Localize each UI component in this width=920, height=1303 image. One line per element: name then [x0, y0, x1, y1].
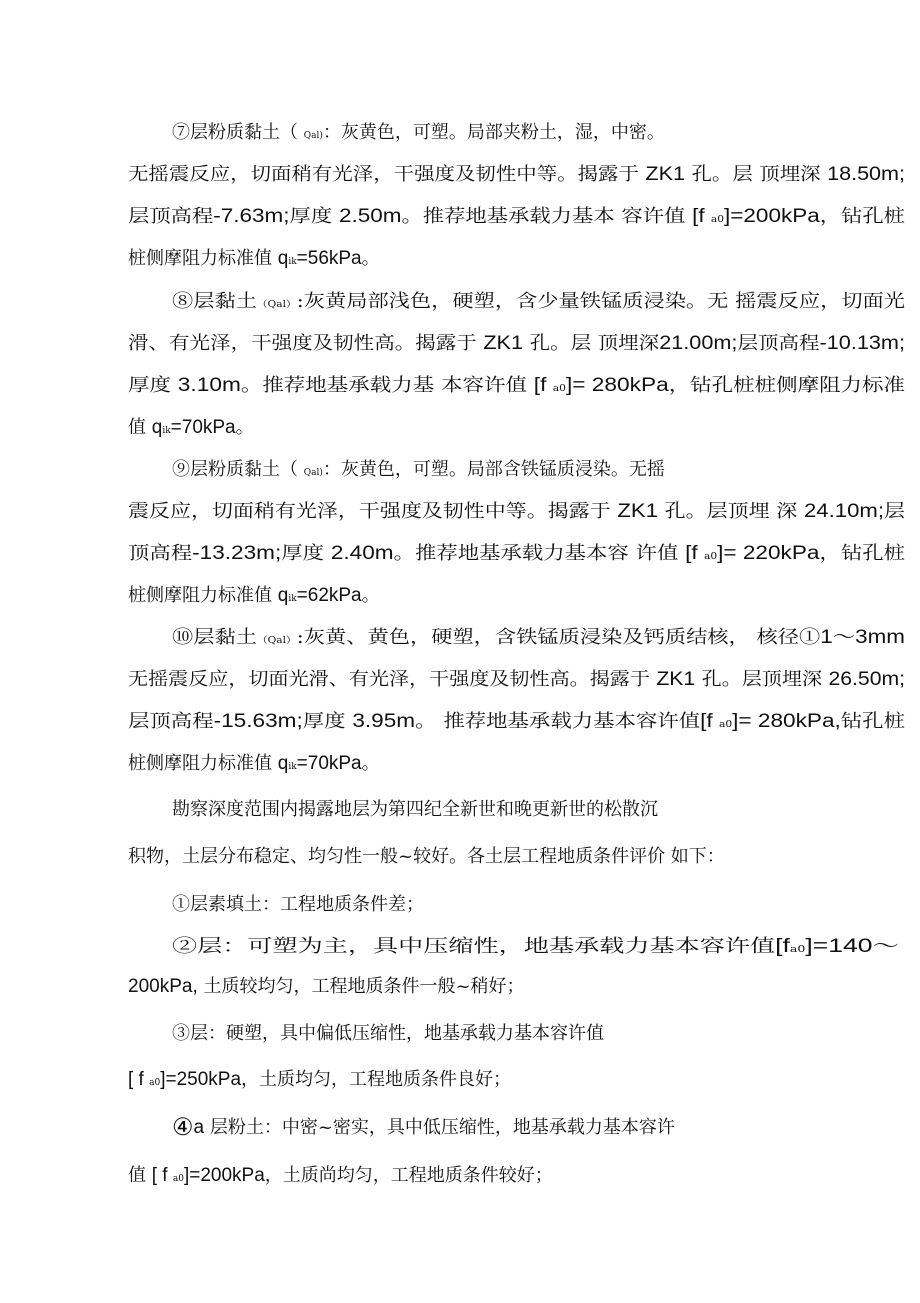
text-run: 层: [883, 501, 905, 522]
text-run: =70kPa: [296, 753, 362, 774]
text-line: [128, 710, 905, 737]
text-run: :灰黄、黄色，硬塑，含铁锰质浸染及钙质结核， 核径①: [296, 627, 821, 648]
text-run: 。: [235, 417, 254, 438]
text-run: 24.10m;: [803, 501, 884, 522]
text-run: =70kPa: [170, 417, 236, 438]
text-run: 滑、有光泽，干强度及韧性高。揭露于: [128, 333, 484, 354]
text-run: q: [277, 753, 289, 774]
text-run: ]=200kPa: [183, 1165, 265, 1186]
text-line: [128, 542, 905, 569]
text-run: （Qal）: [256, 636, 297, 646]
text-run: a0: [718, 720, 733, 730]
text-run: ，钻孔桩: [819, 206, 905, 227]
text-run: [f: [700, 711, 719, 732]
text-run: ③层：硬塑，具中偏低压缩性，地基承载力基本容许值: [172, 1023, 604, 1044]
text-run: ZK1: [645, 164, 685, 185]
text-run: 土质较均匀，工程地质条件一般~稍好；: [197, 976, 525, 997]
text-run: 21.00m;: [659, 333, 738, 354]
text-line: [172, 798, 658, 822]
text-run: [ f: [128, 1069, 150, 1090]
text-run: a0: [710, 215, 725, 225]
text-run: 桩侧摩阻力标准值: [128, 753, 278, 774]
text-run: ，土质均匀，工程地质条件良好；: [241, 1069, 512, 1090]
text-run: 。 推荐地基承载力基本容许值: [415, 711, 701, 732]
text-run: 积物，土层分布稳定、均匀性一般~较好。各土层工程地质条件评价 如下：: [128, 846, 725, 867]
text-run: 200kPa,: [128, 976, 198, 997]
text-run: -10.13m;: [819, 333, 905, 354]
text-run: ⑨层粉质黏土（: [172, 459, 304, 480]
text-line: [128, 416, 254, 443]
text-run: 2.40m: [330, 543, 394, 564]
text-run: ZK1: [656, 669, 696, 690]
text-run: 26.50m;: [828, 669, 906, 690]
text-run: ]=250kPa: [160, 1069, 242, 1090]
text-run: 1～3mm: [820, 627, 905, 648]
text-run: a0: [703, 552, 718, 562]
text-run: ]= 280kPa,: [732, 711, 841, 732]
text-run: ：灰黄色，可塑。局部含铁锰质浸染。无摇: [322, 459, 665, 480]
text-run: 厚度: [281, 543, 331, 564]
text-run: ik: [162, 426, 171, 436]
text-run: a0: [149, 1078, 161, 1088]
text-run: 无摇震反应，切面光滑、有光泽，干强度及韧性高。揭露于: [128, 669, 657, 690]
text-run: ⑩层黏土: [172, 627, 257, 648]
text-run: 层顶高程: [128, 711, 214, 732]
text-run: 无摇震反应，切面稍有光泽，干强度及韧性中等。揭露于: [128, 164, 646, 185]
text-run: ，土质尚均匀，工程地质条件较好；: [264, 1165, 553, 1186]
text-run: ]=140～: [805, 936, 899, 957]
text-run: ik: [288, 762, 297, 772]
text-run: 钻孔桩: [840, 711, 905, 732]
text-line: [128, 668, 906, 692]
text-line: [128, 332, 905, 356]
text-run: 孔。层顶埋深: [695, 669, 829, 690]
text-run: ik: [288, 594, 297, 604]
text-line: [172, 121, 665, 148]
text-run: 。推荐地基承载力基 本容许值: [240, 375, 534, 396]
text-run: （Qal）: [256, 300, 297, 310]
text-run: 孔。层 顶埋深: [684, 164, 828, 185]
text-run: :灰黄局部浅色，硬塑，含少量铁锰质浸染。无 摇震反应，切面光: [296, 291, 906, 312]
text-line: [128, 247, 380, 274]
text-run: 层顶高程: [737, 333, 820, 354]
text-line: [128, 500, 905, 524]
text-run: 。推荐地基承载力基本 容许值: [401, 206, 693, 227]
text-line: [128, 584, 380, 611]
text-run: =56kPa: [296, 248, 362, 269]
text-line: [172, 290, 906, 317]
text-run: ⑧层黏土: [172, 291, 257, 312]
text-line: [172, 626, 905, 653]
text-line: [128, 752, 380, 779]
text-run: q: [277, 585, 289, 606]
text-line: [172, 893, 424, 917]
text-run: 顶高程: [128, 543, 193, 564]
text-run: ZK1: [483, 333, 524, 354]
text-run: a0: [789, 945, 806, 955]
text-line: [128, 1068, 511, 1095]
text-run: ②层：可塑为主，具中压缩性，地基承载力基本容许值: [172, 936, 776, 957]
text-run: ZK1: [617, 501, 659, 522]
text-run: 厚度: [302, 711, 353, 732]
text-line: [172, 1115, 675, 1140]
text-run: -15.63m;: [213, 711, 303, 732]
text-run: 层顶高程: [128, 206, 214, 227]
text-run: ]= 220kPa: [717, 543, 820, 564]
text-run: 3.95m: [352, 711, 416, 732]
text-line: [128, 845, 725, 869]
text-run: 勘察深度范围内揭露地层为第四纪全新世和晚更新世的松散沉: [172, 799, 658, 820]
text-run: Qal): [303, 131, 323, 141]
text-run: 。: [361, 585, 380, 606]
text-line: [128, 1164, 553, 1191]
text-run: 厚度: [128, 375, 178, 396]
text-run: [f: [775, 936, 790, 957]
text-run: 值: [128, 1165, 152, 1186]
text-run: ④: [172, 1113, 194, 1141]
text-run: 。推荐地基承载力基本容 许值: [393, 543, 686, 564]
text-run: 孔。层顶埋 深: [658, 501, 804, 522]
text-run: q: [277, 248, 289, 269]
text-line: [172, 935, 899, 962]
text-run: =62kPa: [296, 585, 362, 606]
text-run: 3.10m: [177, 375, 241, 396]
text-line: [128, 205, 905, 232]
text-run: 2.50m: [338, 206, 402, 227]
text-run: 18.50m;: [827, 164, 906, 185]
text-run: -13.23m;: [192, 543, 282, 564]
text-run: -7.63m;: [213, 206, 290, 227]
text-run: ]= 280kPa: [565, 375, 669, 396]
text-run: [f: [692, 206, 711, 227]
text-run: ，钻孔桩桩侧摩阻力标准: [668, 375, 906, 396]
text-run: ⑦层粉质黏土（: [172, 122, 304, 143]
text-run: q: [151, 417, 163, 438]
text-line: [172, 1022, 604, 1046]
text-run: ①层素填土：工程地质条件差；: [172, 894, 424, 915]
text-run: Qal): [303, 468, 323, 478]
text-run: a: [193, 1117, 205, 1138]
text-run: 值: [128, 417, 152, 438]
text-run: 震反应，切面稍有光泽，干强度及韧性中等。揭露于: [128, 501, 618, 522]
text-line: [128, 163, 906, 187]
text-line: [128, 975, 525, 999]
text-run: 。: [361, 753, 380, 774]
text-run: 。: [361, 248, 380, 269]
text-run: [f: [685, 543, 704, 564]
text-run: 桩侧摩阻力标准值: [128, 585, 278, 606]
text-run: a0: [172, 1174, 184, 1184]
text-run: ：灰黄色，可塑。局部夹粉土，湿，中密。: [322, 122, 665, 143]
text-run: [ f: [151, 1165, 173, 1186]
text-run: ，钻孔桩: [819, 543, 905, 564]
text-run: a0: [552, 384, 566, 394]
text-line: [128, 374, 906, 401]
text-run: 孔。层 顶埋深: [523, 333, 660, 354]
text-run: 桩侧摩阻力标准值: [128, 248, 278, 269]
text-line: [172, 458, 665, 485]
text-run: 厚度: [289, 206, 339, 227]
text-run: ik: [288, 257, 297, 267]
text-run: 层粉土：中密~密实，具中低压缩性，地基承载力基本容许: [204, 1117, 675, 1138]
text-run: [f: [533, 375, 553, 396]
text-run: ]=200kPa: [724, 206, 820, 227]
